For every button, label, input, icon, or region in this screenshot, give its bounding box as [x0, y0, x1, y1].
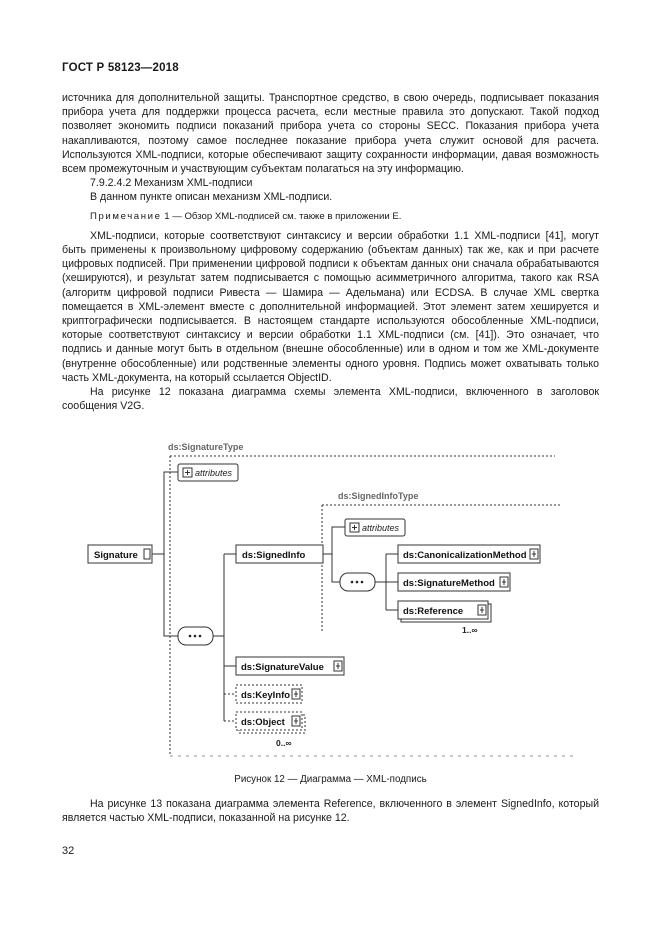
body-text-bottom: [62, 797, 599, 825]
key-info-label: ds:KeyInfo: [241, 690, 291, 701]
reference-cardinality: 1..∞: [462, 625, 478, 635]
sequence-compositor-1: [178, 627, 213, 645]
paragraph-2: В данном пункте описан механизм XML-подписи.: [90, 191, 333, 204]
signature-method-label: ds:SignatureMethod: [403, 578, 495, 589]
paragraph-5: На рисунке 13 показана диаграмма элемента Reference, включенного в элемент SignedInfo, который является частью XML-подписи, показанной на рисунке 12.: [62, 798, 599, 825]
signed-info-type-label: ds:SignedInfoType: [338, 491, 419, 501]
xml-signature-diagram: [0, 430, 661, 765]
signed-info-label: ds:SignedInfo: [242, 550, 306, 561]
note-text: 1 — Обзор XML-подписей см. также в приложении Е.: [161, 210, 402, 222]
signature-method-node[interactable]: [398, 573, 510, 591]
object-cardinality: 0..∞: [276, 738, 292, 748]
signature-node[interactable]: [88, 545, 152, 563]
signature-label: Signature: [94, 550, 138, 561]
object-node[interactable]: [236, 712, 305, 748]
sequence-compositor-2: [340, 573, 375, 591]
page-header: ГОСТ Р 58123—2018: [62, 62, 179, 74]
reference-label: ds:Reference: [403, 606, 464, 617]
signature-value-label: ds:SignatureValue: [241, 662, 324, 673]
canonicalization-method-node[interactable]: [398, 545, 540, 563]
signature-value-node[interactable]: [236, 657, 344, 675]
note-label: Примечание: [90, 210, 162, 222]
signature-type-label: ds:SignatureType: [168, 442, 244, 452]
attributes-label-2: attributes: [362, 523, 400, 533]
section-heading: 7.9.2.4.2 Механизм XML-подписи: [90, 177, 253, 190]
paragraph-1: источника для дополнительной защиты. Транспортное средство, в свою очередь, подписывает показания прибора учета для поддержки процесса расчета, если местные правила это допускают. Такой подход позволяет экономить подписи показаний прибора учета со стороны SECC. Показания прибора учета накапливаются, поэтому самое последнее показание прибора учета служит основой для расчета. Используются XML-подписи, которые обеспечивают защиту сохранности информации, давая возможность всем промежуточным и участвующим субъектам полагаться на эту информацию.: [62, 92, 599, 176]
paragraph-4: На рисунке 12 показана диаграмма схемы элемента XML-подписи, включенного в заголовок сообщения V2G.: [62, 386, 599, 413]
figure-caption: Рисунок 12 — Диаграмма — XML-подпись: [234, 774, 427, 785]
attributes-node-2[interactable]: [345, 519, 405, 536]
attributes-node-1[interactable]: [178, 464, 238, 481]
key-info-node[interactable]: [236, 685, 302, 703]
reference-node[interactable]: [398, 601, 491, 635]
paragraph-3: XML-подписи, которые соответствуют синтаксису и версии обработки 1.1 XML-подписи [41], могут быть применены к произвольному цифровому содержанию (объектам данных) так же, как и при расчете цифровых подписей. При применении цифровой подписи к объектам данных они сначала обрабатываются (хешируются), и результат затем подписывается с помощью асимметричного алгоритма, такого как RSA (алгоритм цифровой подписи Ривеста — Шамира — Адельмана) или ECDSA. В случае XML свертка помещается в XML-элемент вместе с дополнительной информацией. Этот элемент затем хешируется и криптографически подписывается. В настоящем стандарте используются обособленные XML-подписи, которые соответствуют синтаксису и версии обработки 1.1 XML-подписи (см. [41]). Это означает, что подпись и данные могут быть в отдельном (внешне обособленные) или в одном и том же XML-документе (внутренне обособленные) или родственные элементы одного уровня. Подпись может охватывать только часть XML-документа, на который ссылается ObjectID.: [62, 229, 599, 384]
signed-info-node[interactable]: [236, 545, 323, 563]
page-number: 32: [62, 845, 75, 857]
body-text-top: [62, 91, 599, 413]
object-label: ds:Object: [241, 717, 285, 728]
canonicalization-method-label: ds:CanonicalizationMethod: [403, 550, 527, 561]
attributes-label-1: attributes: [195, 468, 233, 478]
note: [62, 210, 599, 224]
